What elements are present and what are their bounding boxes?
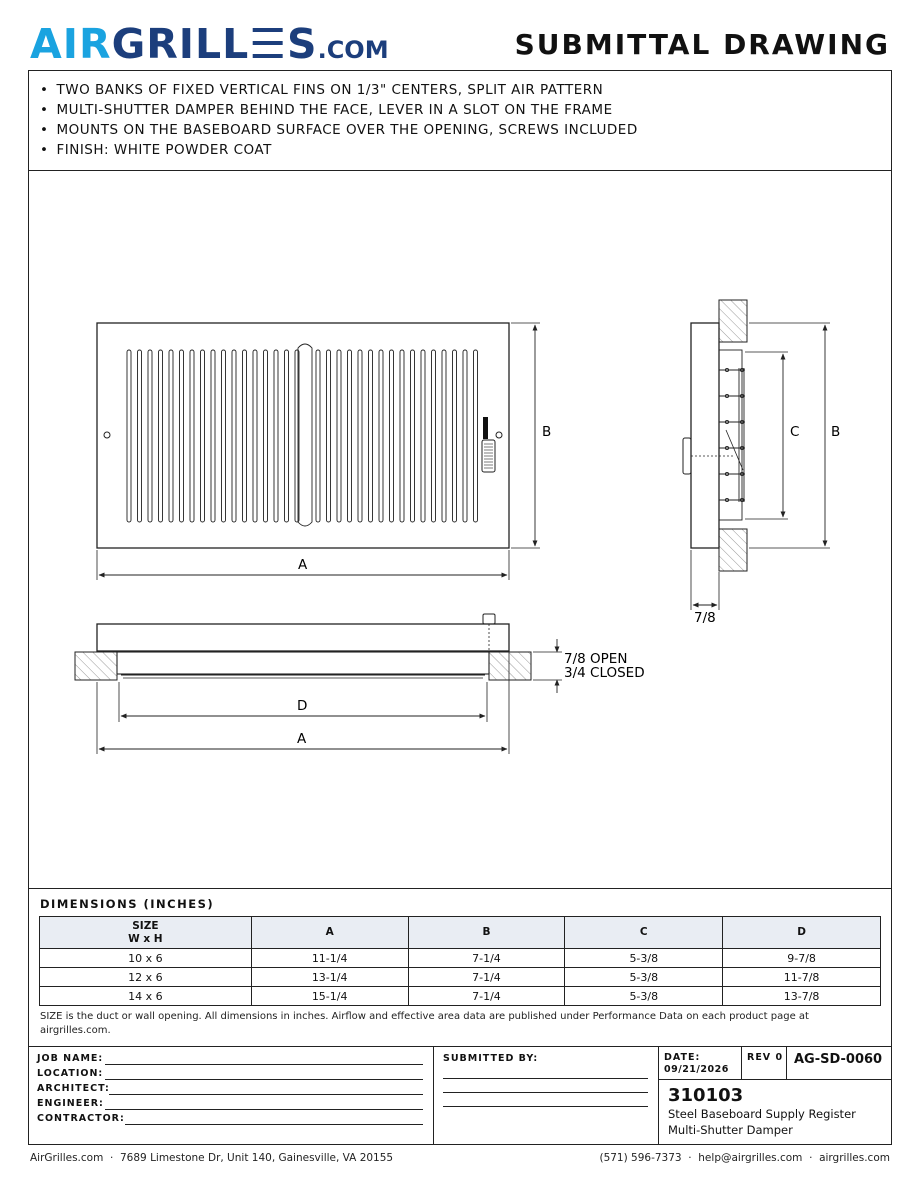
fin — [432, 350, 436, 522]
spec-notes-list — [40, 80, 638, 160]
side-depth-label: 7/8 — [694, 610, 716, 626]
cell-b: 7-1/4 — [408, 987, 565, 1006]
column-header-c: C — [565, 917, 723, 949]
table-row — [40, 987, 881, 1006]
top-frame-outline — [97, 624, 509, 651]
location-field[interactable] — [105, 1079, 423, 1080]
column-header-d: D — [723, 917, 881, 949]
top-open-label: 7/8 OPEN — [564, 651, 628, 667]
front-view — [97, 323, 540, 580]
document-title: SUBMITTAL DRAWING — [514, 28, 890, 61]
job-name-label: JOB NAME: — [37, 1053, 104, 1064]
engineer-field[interactable] — [105, 1109, 423, 1110]
spec-note: • TWO BANKS OF FIXED VERTICAL FINS ON 1/3" CENTERS, SPLIT AIR PATTERN — [40, 80, 638, 100]
table-header-row — [40, 917, 881, 949]
column-header-size — [40, 917, 252, 949]
front-width-label: A — [298, 557, 308, 573]
fin — [201, 350, 205, 522]
cell-b: 7-1/4 — [408, 968, 565, 987]
fin — [253, 350, 257, 522]
fin — [264, 350, 268, 522]
title-block-divider — [433, 1046, 434, 1145]
architect-label: ARCHITECT: — [37, 1083, 110, 1094]
fin — [327, 350, 331, 522]
brand-logo — [30, 22, 389, 66]
top-inner-label: D — [297, 698, 308, 714]
cell-d: 9-7/8 — [723, 949, 881, 968]
cell-c: 5-3/8 — [565, 949, 723, 968]
damper-lever-slot — [483, 417, 488, 439]
title-block-divider — [658, 1079, 892, 1080]
fin — [148, 350, 152, 522]
revision-label: REV 0 — [747, 1052, 784, 1063]
side-view — [683, 300, 830, 610]
dimensions-note: SIZE is the duct or wall opening. All dimensions in inches. Airflow and effective area data are published under Performance Data on each product page at airgrilles.com. — [40, 1011, 809, 1036]
fin — [400, 350, 404, 522]
fin — [190, 350, 194, 522]
fin — [411, 350, 415, 522]
fin — [232, 350, 236, 522]
engineer-label: ENGINEER: — [37, 1098, 104, 1109]
cell-d: 13-7/8 — [723, 987, 881, 1006]
side-frame-outline — [691, 323, 719, 548]
notes-divider — [28, 170, 892, 171]
table-divider — [28, 1046, 892, 1047]
table-row — [40, 949, 881, 968]
drawing-divider — [28, 888, 892, 889]
center-split-fin — [298, 344, 312, 526]
fin — [348, 350, 352, 522]
front-fins — [127, 344, 478, 526]
fin — [138, 350, 142, 522]
cell-size: 12 x 6 — [40, 968, 252, 987]
side-lever-icon — [683, 438, 691, 474]
submitted-by-label: SUBMITTED BY: — [443, 1053, 539, 1064]
fin — [358, 350, 362, 522]
column-header-a: A — [251, 917, 408, 949]
fin — [211, 350, 215, 522]
cell-b: 7-1/4 — [408, 949, 565, 968]
part-number: 310103 — [668, 1085, 744, 1106]
top-duct-collar — [117, 652, 489, 674]
fin — [243, 350, 247, 522]
fin — [127, 350, 131, 522]
fin — [453, 350, 457, 522]
cell-d: 11-7/8 — [723, 968, 881, 987]
submitted-by-field[interactable] — [443, 1078, 648, 1079]
wall-section-left — [75, 652, 117, 680]
date-label: DATE: — [664, 1052, 701, 1063]
fin — [169, 350, 173, 522]
size-header-line2: W x H — [128, 932, 163, 945]
cell-c: 5-3/8 — [565, 968, 723, 987]
fin — [379, 350, 383, 522]
screw-hole-left-icon — [104, 432, 110, 438]
cell-a: 11-1/4 — [251, 949, 408, 968]
size-header-line1: SIZE — [132, 919, 159, 932]
product-description-line1: Steel Baseboard Supply Register — [668, 1107, 856, 1121]
title-block-divider — [741, 1046, 742, 1079]
fin — [285, 350, 289, 522]
wall-section-right — [489, 652, 531, 680]
logo-dotcom-text: .COM — [317, 36, 389, 64]
product-description-line2: Multi-Shutter Damper — [668, 1123, 793, 1137]
cell-c: 5-3/8 — [565, 987, 723, 1006]
spec-note: • MULTI-SHUTTER DAMPER BEHIND THE FACE, LEVER IN A SLOT ON THE FRAME — [40, 100, 638, 120]
fin — [442, 350, 446, 522]
top-lever-icon — [483, 614, 495, 624]
dimensions-title: DIMENSIONS (INCHES) — [40, 897, 215, 911]
footer-address: AirGrilles.com · 7689 Limestone Dr, Unit 140, Gainesville, VA 20155 — [30, 1152, 394, 1164]
spec-note: • MOUNTS ON THE BASEBOARD SURFACE OVER THE OPENING, SCREWS INCLUDED — [40, 120, 638, 140]
dimensions-table — [39, 916, 881, 1006]
fin — [222, 350, 226, 522]
side-outer-label: B — [831, 424, 841, 440]
fin — [369, 350, 373, 522]
top-view — [75, 614, 562, 754]
fin — [421, 350, 425, 522]
fin — [337, 350, 341, 522]
date-value: 09/21/2026 — [664, 1064, 729, 1075]
screw-hole-right-icon — [496, 432, 502, 438]
wall-section-bottom — [719, 529, 747, 571]
table-row — [40, 968, 881, 987]
cell-a: 15-1/4 — [251, 987, 408, 1006]
technical-drawing — [28, 172, 892, 888]
fin — [159, 350, 163, 522]
submitted-by-field[interactable] — [443, 1106, 648, 1107]
location-label: LOCATION: — [37, 1068, 104, 1079]
job-name-field[interactable] — [105, 1064, 423, 1065]
architect-field[interactable] — [109, 1094, 423, 1095]
title-block-divider — [658, 1046, 659, 1145]
contractor-field[interactable] — [125, 1124, 423, 1125]
fin — [463, 350, 467, 522]
column-header-b: B — [408, 917, 565, 949]
top-closed-label: 3/4 CLOSED — [564, 665, 645, 681]
spec-note: • FINISH: WHITE POWDER COAT — [40, 140, 638, 160]
top-outer-label: A — [297, 731, 307, 747]
front-height-label: B — [542, 424, 552, 440]
cell-size: 14 x 6 — [40, 987, 252, 1006]
side-inner-label: C — [790, 424, 800, 440]
fin — [180, 350, 184, 522]
fin — [390, 350, 394, 522]
contractor-label: CONTRACTOR: — [37, 1113, 125, 1124]
fin — [474, 350, 478, 522]
fin — [316, 350, 320, 522]
wall-section-top — [719, 300, 747, 342]
submitted-by-field[interactable] — [443, 1092, 648, 1093]
logo-grilles-text: GRILL☰S — [111, 20, 318, 68]
footer-contact: (571) 596-7373 · help@airgrilles.com · airgrilles.com — [599, 1152, 890, 1164]
logo-air-text: AIR — [30, 20, 112, 68]
cell-size: 10 x 6 — [40, 949, 252, 968]
cell-a: 13-1/4 — [251, 968, 408, 987]
document-number: AG-SD-0060 — [794, 1052, 883, 1067]
fin — [274, 350, 278, 522]
title-block-divider — [786, 1046, 787, 1079]
